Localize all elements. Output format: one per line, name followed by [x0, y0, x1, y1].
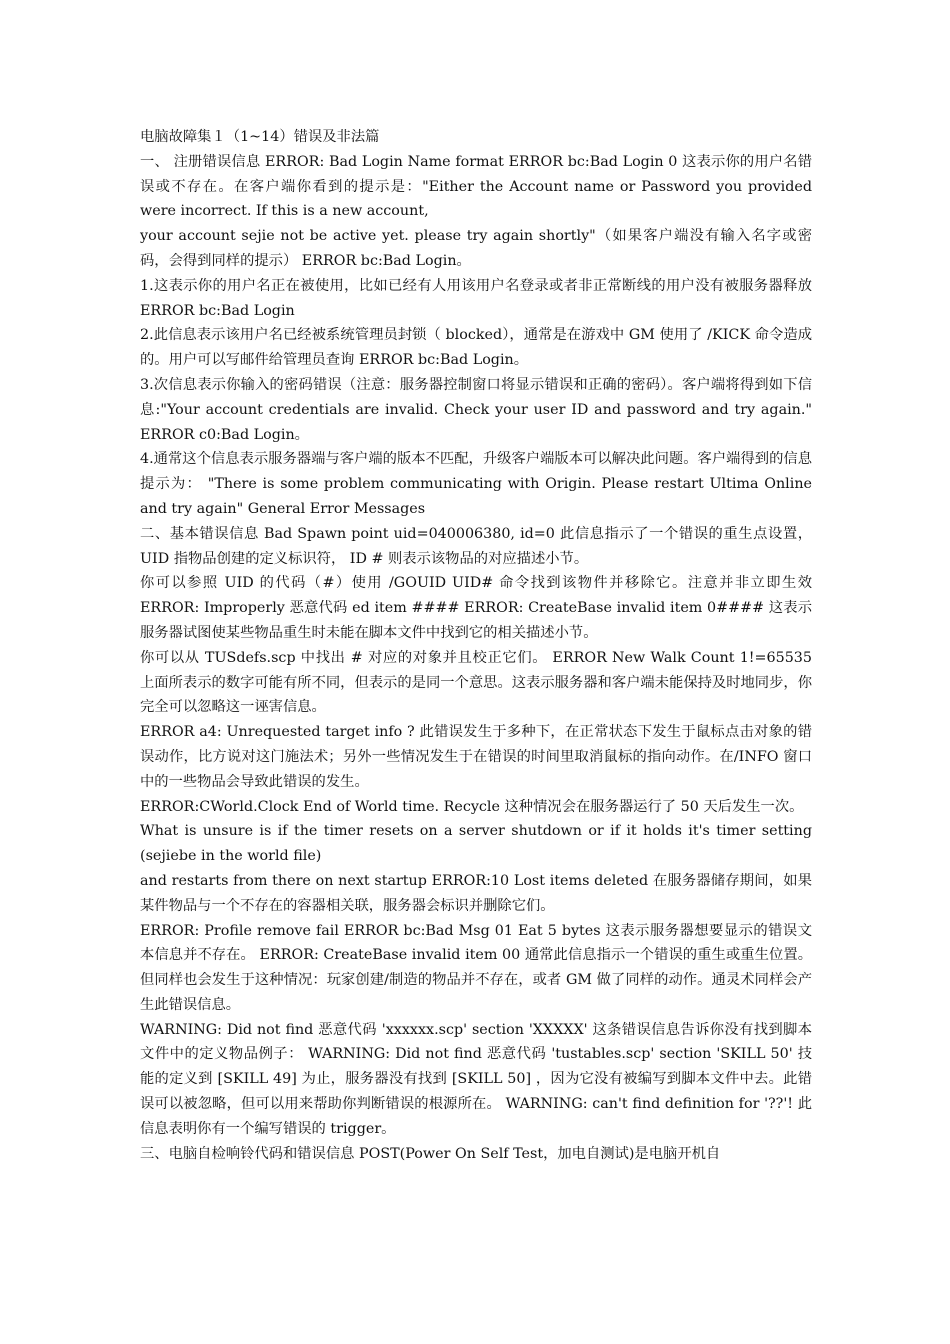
paragraph-7: 二、基本错误信息 Bad Spawn point uid=040006380, id=0 此信息指示了一个错误的重生点设置，UID 指物品创建的定义标识符， ID # 则表示该物品的对应描述小节。 — [140, 525, 812, 567]
paragraph-13: and restarts from there on next startup ERROR:10 Lost items deleted 在服务器储存期间，如果某件物品与一个不存在的容器相关联，服务器会标识并删除它们。 — [140, 872, 812, 914]
paragraph-4: 2.此信息表示该用户名已经被系统管理员封锁（ blocked），通常是在游戏中 GM 使用了 /KICK 命令造成的。用户可以写邮件给管理员查询 ERROR bc:Bad Login。 — [140, 327, 812, 369]
paragraph-5: 3.次信息表示你输入的密码错误（注意：服务器控制窗口将显示错误和正确的密码）。客户端将得到如下信息:"Your account credentials are invalid. Check your user ID and password and try again." ERROR c0:Bad Login。 — [140, 376, 812, 443]
paragraph-3: 1.这表示你的用户名正在被使用，比如已经有人用该用户名登录或者非正常断线的用户没有被服务器释放 ERROR bc:Bad Login — [140, 277, 812, 319]
document-title: 电脑故障集１（1~14）错误及非法篇 — [140, 129, 380, 145]
paragraph-1: 一、 注册错误信息 ERROR: Bad Login Name format ERROR bc:Bad Login 0 这表示你的用户名错误或不存在。在客户端你看到的提示是："Either the Account name or Password you provided were incorrect. If this is a new account, — [140, 153, 812, 220]
paragraph-6: 4.通常这个信息表示服务器端与客户端的版本不匹配，升级客户端版本可以解决此问题。客户端得到的信息提示为： "There is some problem communicating with Origin. Please restart Ultima Online and try again" General Error Messages — [140, 451, 812, 517]
paragraph-11: ERROR:CWorld.Clock End of World time. Recycle 这种情况会在服务器运行了 50 天后发生一次。 — [140, 798, 804, 815]
paragraph-2: your account sejie not be active yet. please try again shortly"（如果客户端没有输入名字或密码，会得到同样的提示） ERROR bc:Bad Login。 — [140, 228, 812, 269]
paragraph-14: ERROR: Profile remove fail ERROR bc:Bad Msg 01 Eat 5 bytes 这表示服务器想要显示的错误文本信息并不存在。 ERROR: CreateBase invalid item 00 通常此信息指示一个错误的重生或重生位置。但同样也会发生于这种情况：玩家创建/制造的物品并不存在，或者 GM 做了同样的动作。通灵术同样会产生此错误信息。 — [140, 922, 812, 1013]
paragraph-10: ERROR a4: Unrequested target info ? 此错误发生于多种下，在正常状态下发生于鼠标点击对象的错误动作，比方说对这门施法术；另外一些情况发生于在错误的时间里取消鼠标的指向动作。在/INFO 窗口中的一些物品会导致此错误的发生。 — [140, 724, 812, 790]
paragraph-9: 你可以从 TUSdefs.scp 中找出 # 对应的对象并且校正它们。 ERROR New Walk Count 1!=65535 上面所表示的数字可能有所不同，但表示的是同一个意思。这表示服务器和客户端未能保持及时地同步，你完全可以忽略这一诬害信息。 — [140, 649, 812, 716]
paragraph-16: 三、电脑自检响铃代码和错误信息 POST(Power On Self Test，加电自测试)是电脑开机自 — [140, 1145, 721, 1162]
paragraph-8: 你可以参照 UID 的代码（#）使用 /GOUID UID# 命令找到该物件并移除它。注意并非立即生效 ERROR: Improperly 恶意代码 ed item #### ERROR: CreateBase invalid item 0#### 这表示服务器试图使某些物品重生时未能在脚本文件中找到它的相关描述小节。 — [140, 575, 812, 641]
paragraph-15: WARNING: Did not find 恶意代码 'xxxxxx.scp' section 'XXXXX' 这条错误信息告诉你没有找到脚本文件中的定义物品例子： WARNING: Did not find 恶意代码 'tustables.scp' section 'SKILL 50' 技能的定义到 [SKILL 49] 为止，服务器没有找到 [SKILL 50] ，因为它没有被编写到脚本文件中去。此错误可以被忽略，但可以用来帮助你判断错误的根源所在。 WARNING: can't find definition for '??'! 此信息表明你有一个编写错误的 trigger。 — [140, 1021, 812, 1137]
paragraph-12: What is unsure is if the timer resets on a server shutdown or if it holds it's timer setting (sejiebe in the world file) — [140, 823, 812, 865]
document-page — [140, 125, 812, 1166]
